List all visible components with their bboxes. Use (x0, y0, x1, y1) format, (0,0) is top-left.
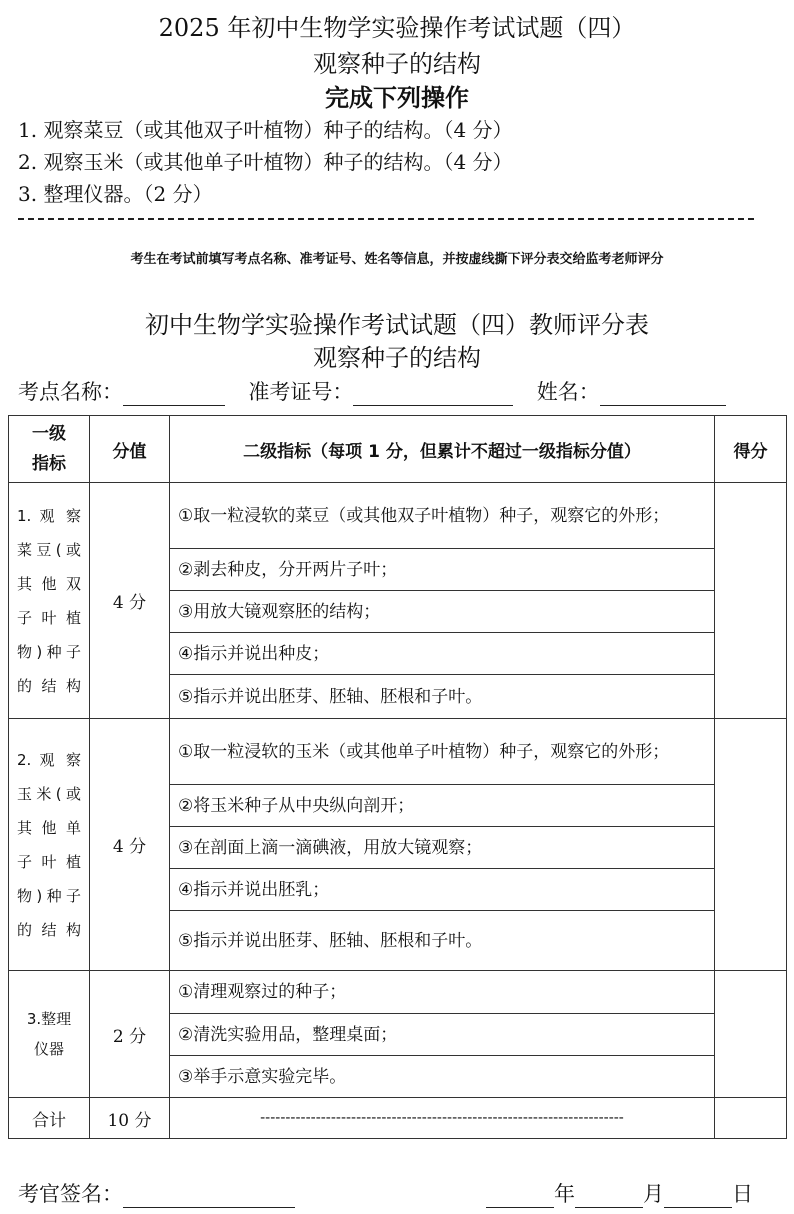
table-row (9, 971, 787, 1014)
score-input-cell[interactable] (715, 483, 787, 719)
header-level1: 一级指标 (9, 416, 90, 483)
header-got: 得分 (715, 416, 787, 483)
score-value: 4 分 (90, 483, 170, 719)
total-row (9, 1098, 787, 1139)
year-blank[interactable] (486, 1186, 554, 1208)
exam-subtitle: 观察种子的结构 (313, 50, 481, 78)
month-blank[interactable] (575, 1186, 643, 1208)
criterion-item: ④指示并说出胚乳； (170, 869, 715, 911)
score-value: 4 分 (90, 719, 170, 971)
exam-title: 2025 年初中生物学实验操作考试试题（四） (158, 14, 636, 42)
level1-cell: 1. 观 察 菜豆(或 其 他 双 子 叶 植 物)种子 的结构 (9, 483, 90, 719)
table-row (9, 719, 787, 785)
total-dashes: ------------------------------------------------------------------------ (170, 1098, 715, 1139)
id-blank[interactable] (353, 384, 513, 406)
criterion-item: ②清洗实验用品，整理桌面； (170, 1014, 715, 1056)
score-input-cell[interactable] (715, 971, 787, 1098)
criterion-item: ②将玉米种子从中央纵向剖开； (170, 785, 715, 827)
task-item: 2. 观察玉米（或其他单子叶植物）种子的结构。（4 分） (18, 150, 513, 174)
level1-cell: 3.整理 仪器 (9, 971, 90, 1098)
month-label: 月 (643, 1182, 664, 1206)
header-level2: 二级指标（每项 1 分，但累计不超过一级指标分值） (170, 416, 715, 483)
id-label: 准考证号： (248, 380, 354, 404)
table-header-row (9, 416, 787, 483)
header-score: 分值 (90, 416, 170, 483)
candidate-info-line (18, 376, 726, 406)
total-score: 10 分 (90, 1098, 170, 1139)
site-label: 考点名称： (18, 380, 123, 404)
name-label: 姓名： (536, 380, 600, 404)
score-table (8, 415, 787, 1139)
day-label: 日 (732, 1182, 753, 1206)
score-sheet-subtitle: 观察种子的结构 (313, 344, 481, 372)
criterion-item: ②剥去种皮，分开两片子叶； (170, 549, 715, 591)
criterion-item: ⑤指示并说出胚芽、胚轴、胚根和子叶。 (170, 911, 715, 971)
tear-off-dashed-line (18, 218, 754, 220)
criterion-item: ③在剖面上滴一滴碘液，用放大镜观察； (170, 827, 715, 869)
signature-label: 考官签名： (18, 1182, 123, 1206)
score-value: 2 分 (90, 971, 170, 1098)
criterion-item: ①清理观察过的种子； (170, 971, 715, 1014)
signature-blank[interactable] (123, 1186, 295, 1208)
total-score-input-cell[interactable] (715, 1098, 787, 1139)
criterion-item: ③用放大镜观察胚的结构； (170, 591, 715, 633)
total-label: 合计 (9, 1098, 90, 1139)
level1-cell: 2. 观 察 玉米(或 其 他 单 子 叶 植 物)种子 的结构 (9, 719, 90, 971)
name-blank[interactable] (600, 384, 726, 406)
date-line (486, 1178, 753, 1208)
criterion-item: ①取一粒浸软的菜豆（或其他双子叶植物）种子，观察它的外形； (170, 483, 715, 549)
criterion-item: ⑤指示并说出胚芽、胚轴、胚根和子叶。 (170, 675, 715, 719)
task-item: 3. 整理仪器。（2 分） (18, 182, 213, 206)
site-blank[interactable] (123, 384, 225, 406)
table-row (9, 483, 787, 549)
year-label: 年 (554, 1182, 575, 1206)
score-sheet-title: 初中生物学实验操作考试试题（四）教师评分表 (145, 311, 649, 339)
task-item: 1. 观察菜豆（或其他双子叶植物）种子的结构。（4 分） (18, 118, 513, 142)
operations-heading: 完成下列操作 (325, 84, 469, 112)
criterion-item: ④指示并说出种皮； (170, 633, 715, 675)
examiner-signature (18, 1178, 295, 1208)
day-blank[interactable] (664, 1186, 732, 1208)
instruction-notice: 考生在考试前填写考点名称、准考证号、姓名等信息，并按虚线撕下评分表交给监考老师评分 (130, 252, 664, 267)
criterion-item: ①取一粒浸软的玉米（或其他单子叶植物）种子，观察它的外形； (170, 719, 715, 785)
criterion-item: ③举手示意实验完毕。 (170, 1056, 715, 1098)
score-input-cell[interactable] (715, 719, 787, 971)
